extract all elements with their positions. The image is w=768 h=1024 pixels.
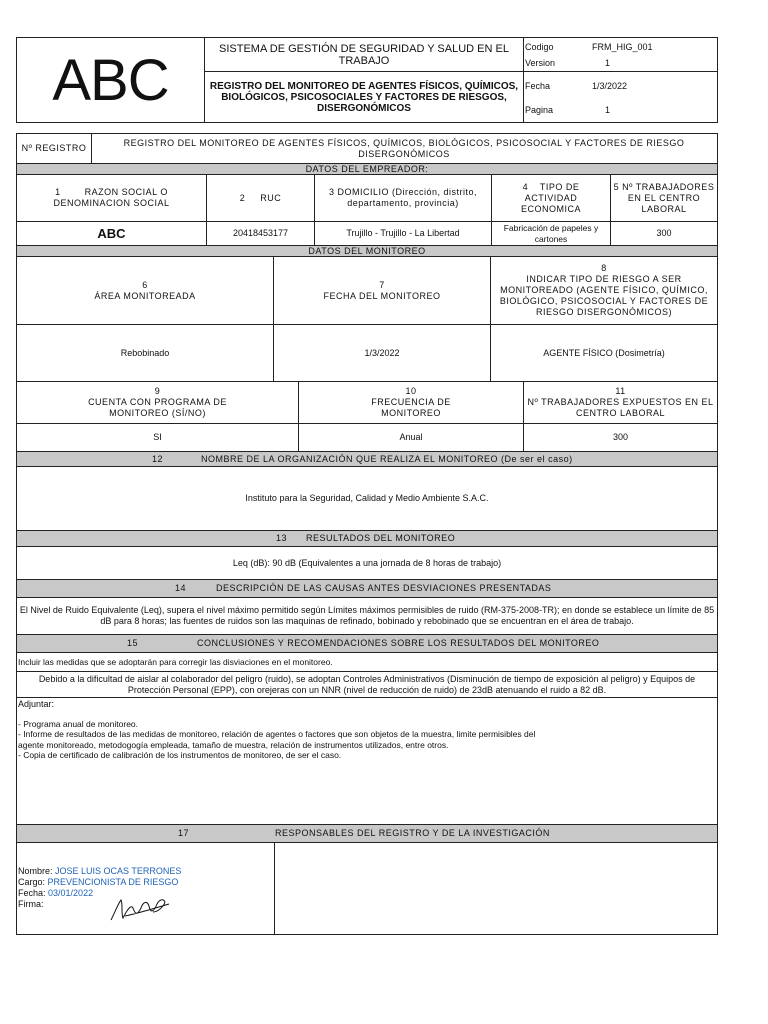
- header-expuestos: [524, 382, 717, 423]
- section-number: 13: [276, 533, 288, 543]
- meta-value: 1: [605, 105, 611, 115]
- monitoring-form: [16, 133, 718, 935]
- signature-image: [105, 894, 175, 924]
- value-actividad: Fabricación de papeles y cartones: [492, 222, 611, 245]
- meta-label: Pagina: [525, 105, 554, 115]
- meta-block: [524, 38, 718, 122]
- section-15-bar: [17, 634, 717, 653]
- adjuntar-block: [18, 699, 708, 761]
- document-header: [16, 37, 718, 123]
- field-label: CUENTA CON PROGRAMA DE MONITOREO (SÍ/NO): [88, 397, 227, 418]
- adjuntar-item: agente monitoreado, metodogogía empleada, tamaño de muestra, relación de instrumentos utilizados, entre otros.: [18, 739, 449, 750]
- section-number: 14: [175, 583, 187, 593]
- section-13-bar: [17, 530, 717, 547]
- section-12-bar: [17, 451, 717, 467]
- meta-label: Codigo: [525, 42, 554, 52]
- header-frecuencia: [299, 382, 524, 423]
- conclusiones-body: Debido a la dificultad de aislar al colaborador del peligro (ruido), se adoptan Controles Administrativos (Disminución de tiempo de exposición al peligro) y Equipos de Protección Personal (EPP), con orejeras con un NNR (nivel de reducción de ruido) de 23dB atenuando el ruido a 82 dB.: [38, 673, 696, 695]
- value-causas: El Nivel de Ruido Equivalente (Leq), supera el nivel máximo permitido según Límites máximos permisibles de ruido (RM-375-2008-TR); en donde se establece un límite de 85 dB para 8 horas; las fuentes de ruidos son las maquinas de refinado, bobinado y rebobinado que se encuentran en el área de trabajo.: [19, 605, 715, 626]
- meta-value: FRM_HIG_001: [592, 42, 653, 52]
- value-razon-social: ABC: [17, 222, 207, 245]
- value-organizacion: Instituto para la Seguridad, Calidad y Medio Ambiente S.A.C.: [245, 493, 489, 503]
- field-label: Nombre:: [18, 866, 53, 876]
- field-label: INDICAR TIPO DE RIESGO A SER MONITOREADO (AGENTE FÍSICO, QUÍMICO, BIOLÓGICO, PSICOSOCIAL Y FACTORES DE RIESGO DISERGONÓMICOS): [499, 274, 709, 317]
- section-number: 17: [178, 828, 190, 838]
- field-number: 7: [379, 279, 385, 290]
- value-fecha-monitoreo: 1/3/2022: [274, 325, 491, 381]
- header-razon-social: 1 RAZON SOCIAL O DENOMINACION SOCIAL: [17, 175, 207, 221]
- field-value: JOSE LUIS OCAS TERRONES: [55, 866, 182, 876]
- registro-label: Nº REGISTRO: [17, 134, 92, 163]
- field-number: 9: [154, 386, 161, 396]
- header-fecha-monitoreo: [274, 257, 491, 324]
- meta-label: Version: [525, 58, 556, 68]
- field-label: Firma:: [18, 899, 44, 909]
- section-title: NOMBRE DE LA ORGANIZACIÓN QUE REALIZA EL MONITOREO (De ser el caso): [201, 454, 573, 464]
- header-actividad: 4 TIPO DE ACTIVIDAD ECONOMICA: [492, 175, 611, 221]
- value-trabajadores: 300: [656, 228, 672, 238]
- conclusiones-intro: Incluir las medidas que se adoptarán para corregir las disviaciones en el monitoreo.: [18, 657, 333, 667]
- field-number: 6: [142, 279, 148, 290]
- section-monitoreo: DATOS DEL MONITOREO: [17, 245, 717, 257]
- section-title: DESCRIPCIÓN DE LAS CAUSAS ANTES DESVIACIONES PRESENTADAS: [216, 583, 552, 593]
- meta-value: 1/3/2022: [592, 81, 628, 91]
- field-label: ÁREA MONITOREADA: [94, 290, 196, 301]
- field-value: 03/01/2022: [48, 888, 94, 898]
- value-resultados: Leq (dB): 90 dB (Equivalentes a una jornada de 8 horas de trabajo): [232, 557, 502, 568]
- value-tipo-riesgo: AGENTE FÍSICO (Dosimetría): [543, 347, 665, 358]
- field-number: 11: [615, 386, 626, 396]
- section-title: CONCLUSIONES Y RECOMENDACIONES SOBRE LOS RESULTADOS DEL MONITOREO: [197, 638, 600, 648]
- value-frecuencia: Anual: [299, 424, 524, 451]
- section-number: 12: [152, 454, 164, 464]
- field-label: Cargo:: [18, 877, 46, 887]
- field-number: 10: [405, 386, 417, 396]
- header-area: [17, 257, 274, 324]
- logo: ABC: [52, 47, 169, 113]
- header-trabajadores: 5 Nº TRABAJADORES EN EL CENTRO LABORAL: [613, 181, 715, 214]
- meta-label: Fecha: [525, 81, 551, 91]
- responsable-nombre: [18, 866, 268, 877]
- section-empleador: DATOS DEL EMPREADOR:: [17, 163, 717, 175]
- field-value: PREVENCIONISTA DE RIESGO: [47, 877, 179, 887]
- field-label: FRECUENCIA DE MONITOREO: [371, 397, 451, 418]
- section-title: RESULTADOS DEL MONITOREO: [306, 533, 456, 543]
- section-title: RESPONSABLES DEL REGISTRO Y DE LA INVESTIGACIÓN: [275, 828, 550, 838]
- header-tipo-riesgo: [491, 257, 717, 324]
- section-14-bar: [17, 579, 717, 598]
- field-label: Nº TRABAJADORES EXPUESTOS EN EL CENTRO LABORAL: [527, 397, 714, 418]
- header-domicilio: 3 DOMICILIO (Dirección, distrito, departamento, provincia): [315, 175, 492, 221]
- value-ruc: 20418453177: [207, 222, 315, 245]
- adjuntar-item: - Copia de certificado de calibración de los instrumentos de monitoreo, de ser el caso.: [18, 750, 342, 760]
- adjuntar-title: Adjuntar:: [18, 699, 55, 709]
- field-number: 8: [601, 263, 607, 273]
- field-label: Fecha:: [18, 888, 46, 898]
- field-label: FECHA DEL MONITOREO: [323, 290, 441, 301]
- header-programa: [17, 382, 299, 423]
- form-title: REGISTRO DEL MONITOREO DE AGENTES FÍSICOS, QUÍMICOS, BIOLÓGICOS, PSICOSOCIALES Y FACTORES DE RIESGOS, DISERGONÓMICOS: [209, 80, 519, 114]
- adjuntar-item: - Programa anual de monitoreo.: [18, 718, 139, 729]
- registro-title: REGISTRO DEL MONITOREO DE AGENTES FÍSICOS, QUÍMICOS, BIOLÓGICOS, PSICOSOCIAL Y FACTORES DE RIESGO DISERGONÓMICOS: [123, 137, 685, 159]
- value-domicilio: Trujillo - Trujillo - La Libertad: [315, 222, 492, 245]
- responsable-cargo: [18, 877, 268, 888]
- value-programa: SI: [17, 424, 299, 451]
- header-ruc: 2 RUC: [207, 175, 315, 221]
- meta-value: 1: [605, 58, 611, 68]
- system-title: SISTEMA DE GESTIÓN DE SEGURIDAD Y SALUD EN EL TRABAJO: [219, 42, 509, 67]
- value-expuestos: 300: [612, 432, 629, 442]
- section-17-bar: [17, 824, 717, 843]
- adjuntar-item: - Informe de resultados de las medidas de monitoreo, relación de agentes o factores que son objetos de la muestra, limite permisibles del: [18, 729, 536, 739]
- value-area: Rebobinado: [17, 325, 274, 381]
- section-number: 15: [127, 638, 139, 648]
